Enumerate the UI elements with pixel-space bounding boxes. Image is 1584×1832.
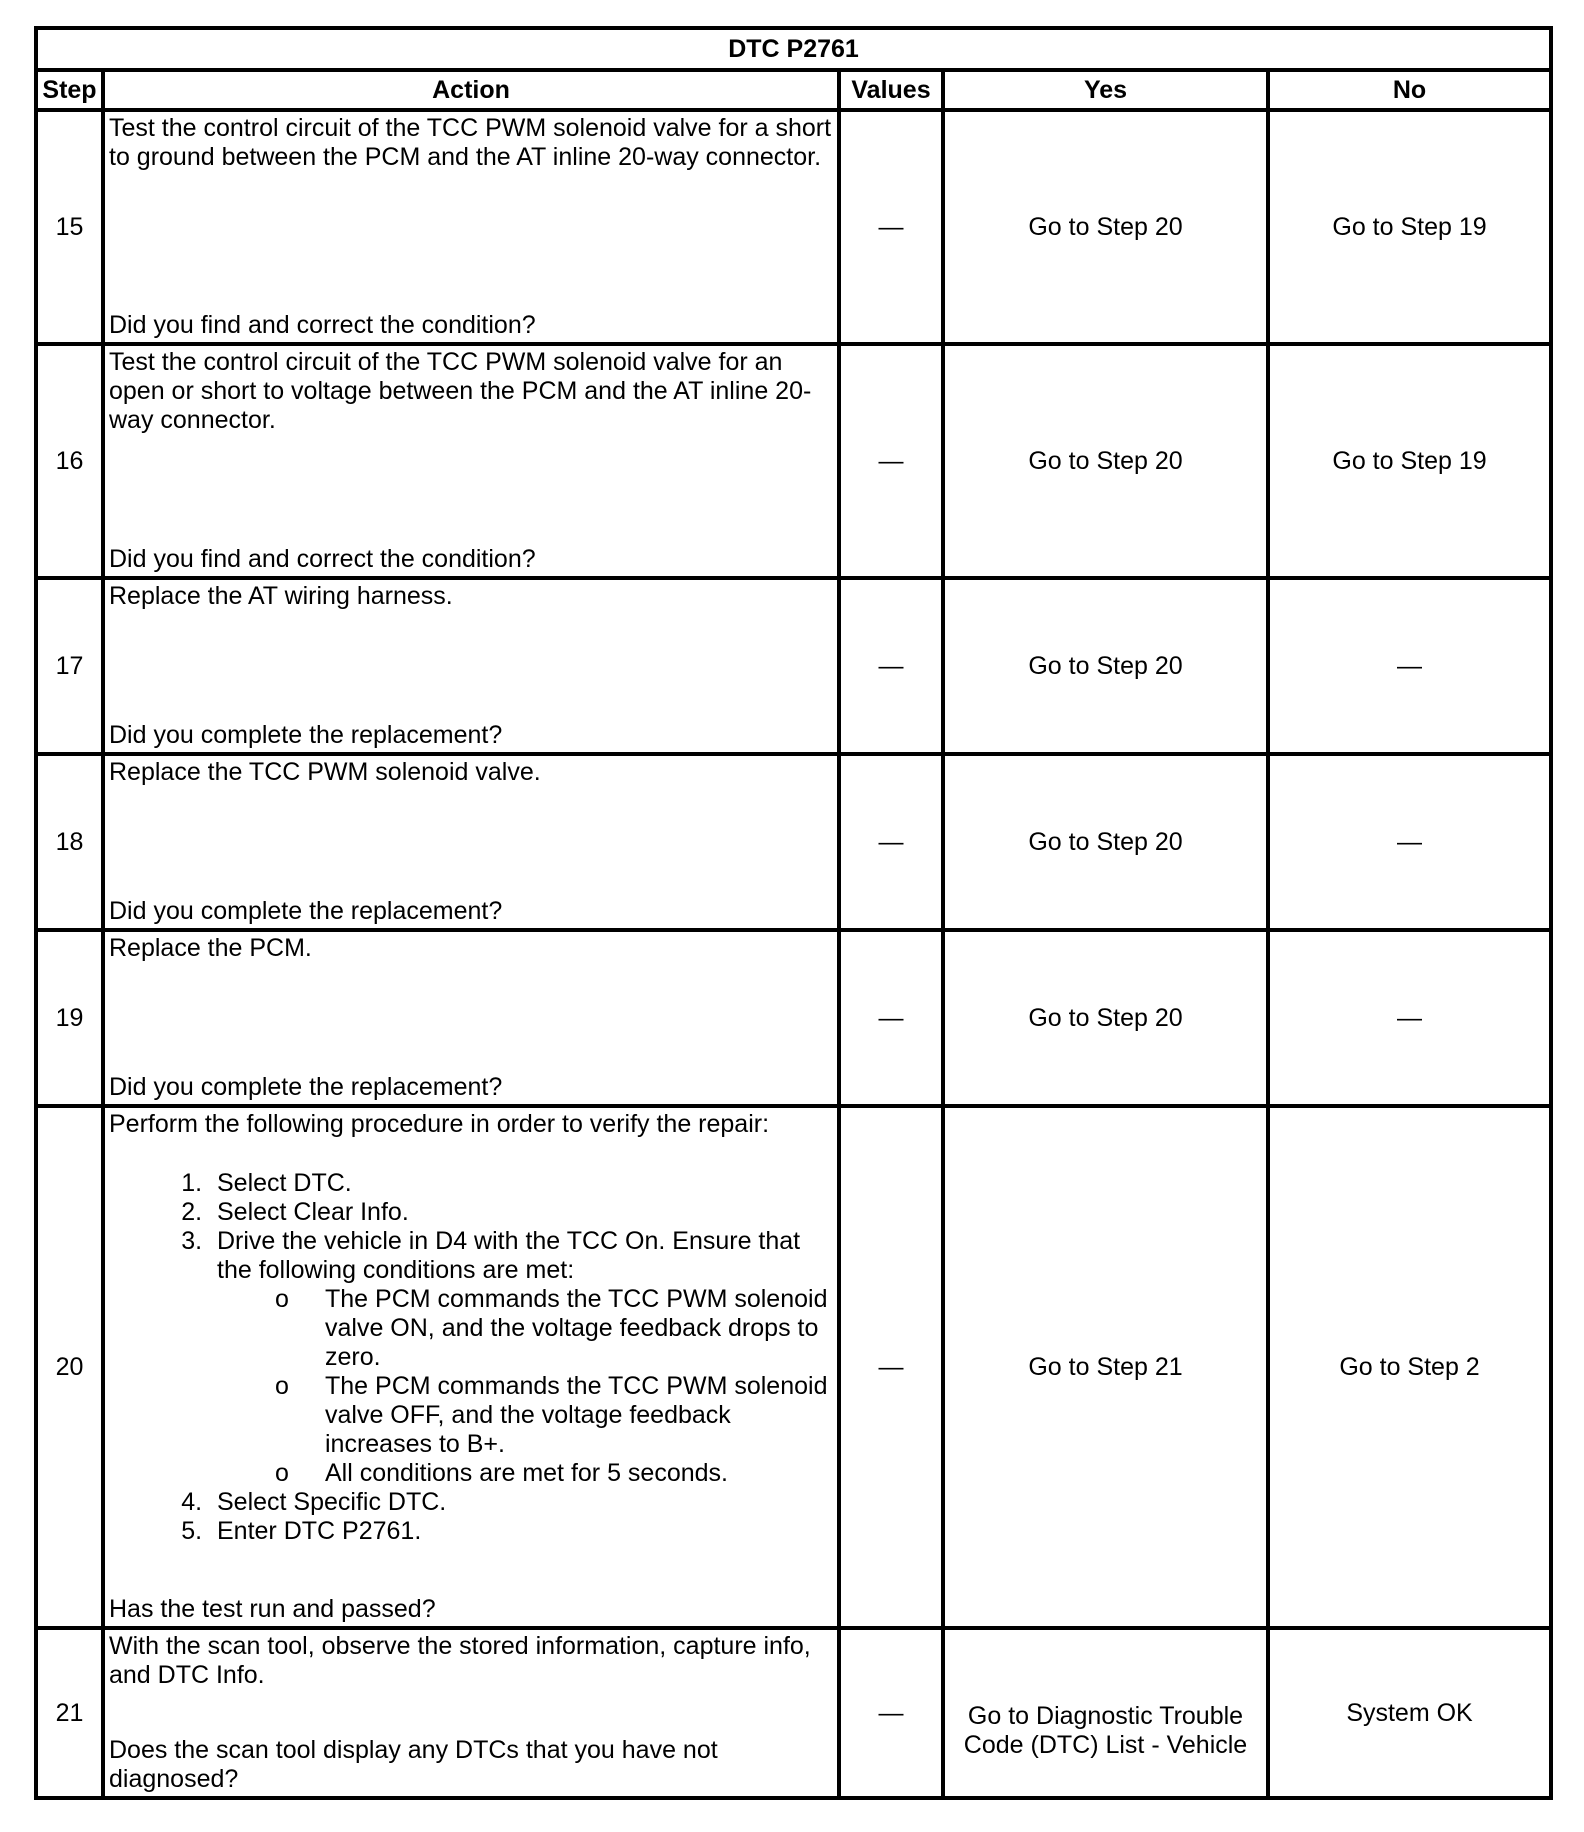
condition-item: o The PCM commands the TCC PWM solenoid valve ON, and the voltage feedback drops to zero. (317, 1285, 833, 1372)
action-text: Replace the AT wiring harness. (109, 582, 453, 610)
values-cell: — (839, 578, 943, 754)
no-cell: Go to Step 19 (1268, 344, 1551, 578)
action-cell (103, 754, 839, 930)
yes-cell: Go to Step 20 (943, 578, 1268, 754)
procedure-step: 2. Select Clear Info. (209, 1198, 833, 1227)
values-cell: — (839, 344, 943, 578)
yes-cell: Go to Step 20 (943, 930, 1268, 1106)
action-question: Did you complete the replacement? (109, 721, 503, 749)
header-values: Values (839, 70, 943, 110)
no-cell: — (1268, 754, 1551, 930)
header-row (36, 70, 1551, 110)
conditions-list (217, 1285, 833, 1488)
values-cell: — (839, 754, 943, 930)
action-cell (103, 344, 839, 578)
procedure-step: 5. Enter DTC P2761. (209, 1517, 833, 1546)
table-row (36, 1106, 1551, 1628)
action-text: Perform the following procedure in order to verify the repair: (109, 1110, 770, 1138)
no-cell: System OK (1268, 1628, 1551, 1798)
header-yes: Yes (943, 70, 1268, 110)
no-cell: Go to Step 19 (1268, 110, 1551, 344)
action-question: Did you find and correct the condition? (109, 311, 536, 339)
action-cell (103, 578, 839, 754)
condition-item: o All conditions are met for 5 seconds. (317, 1459, 833, 1488)
step-number: 15 (36, 110, 103, 344)
yes-cell: Go to Step 20 (943, 110, 1268, 344)
table-title: DTC P2761 (36, 28, 1551, 70)
values-cell: — (839, 1628, 943, 1798)
table-row (36, 344, 1551, 578)
action-question: Does the scan tool display any DTCs that you have not diagnosed? (109, 1736, 718, 1793)
table-row (36, 754, 1551, 930)
values-cell: — (839, 110, 943, 344)
action-text: With the scan tool, observe the stored information, capture info, and DTC Info. (109, 1632, 811, 1689)
table-row (36, 578, 1551, 754)
condition-item: o The PCM commands the TCC PWM solenoid valve OFF, and the voltage feedback increases to B+. (317, 1372, 833, 1459)
action-cell (103, 1628, 839, 1798)
action-cell (103, 1106, 839, 1628)
yes-cell: Go to Step 21 (943, 1106, 1268, 1628)
step-number: 21 (36, 1628, 103, 1798)
yes-cell: Go to Step 20 (943, 344, 1268, 578)
yes-cell: Go to Diagnostic Trouble Code (DTC) List - Vehicle (943, 1628, 1268, 1798)
no-cell: Go to Step 2 (1268, 1106, 1551, 1628)
values-cell: — (839, 930, 943, 1106)
yes-cell: Go to Step 20 (943, 754, 1268, 930)
procedure-step: 3. Drive the vehicle in D4 with the TCC On. Ensure that the following conditions are met: o The PCM commands the TCC PWM solenoid valve ON, and the voltage feedback drops to zero. o The PCM commands the TCC PWM solenoid valve OFF, and the voltage feedback increases to B+. o All conditions are met for 5 seconds. (209, 1227, 833, 1488)
action-text: Replace the TCC PWM solenoid valve. (109, 758, 541, 786)
action-question: Did you complete the replacement? (109, 897, 503, 925)
table-row (36, 1628, 1551, 1798)
procedure-step: 1. Select DTC. (209, 1169, 833, 1198)
table-row (36, 110, 1551, 344)
procedure-step: 4. Select Specific DTC. (209, 1488, 833, 1517)
values-cell: — (839, 1106, 943, 1628)
action-question: Did you find and correct the condition? (109, 545, 536, 573)
action-question: Has the test run and passed? (109, 1595, 436, 1623)
step-number: 18 (36, 754, 103, 930)
action-question: Did you complete the replacement? (109, 1073, 503, 1101)
table-row (36, 930, 1551, 1106)
header-no: No (1268, 70, 1551, 110)
step-number: 20 (36, 1106, 103, 1628)
procedure-list (109, 1169, 833, 1546)
step-number: 16 (36, 344, 103, 578)
no-cell: — (1268, 930, 1551, 1106)
action-cell (103, 110, 839, 344)
action-text: Test the control circuit of the TCC PWM solenoid valve for an open or short to voltage between the PCM and the AT inline 20-way connector. (109, 348, 812, 434)
step-number: 17 (36, 578, 103, 754)
step-number: 19 (36, 930, 103, 1106)
header-action: Action (103, 70, 839, 110)
action-text: Replace the PCM. (109, 934, 312, 962)
dtc-table (34, 26, 1553, 1800)
no-cell: — (1268, 578, 1551, 754)
action-cell (103, 930, 839, 1106)
action-text: Test the control circuit of the TCC PWM solenoid valve for a short to ground between the PCM and the AT inline 20-way connector. (109, 114, 832, 171)
header-step: Step (36, 70, 103, 110)
